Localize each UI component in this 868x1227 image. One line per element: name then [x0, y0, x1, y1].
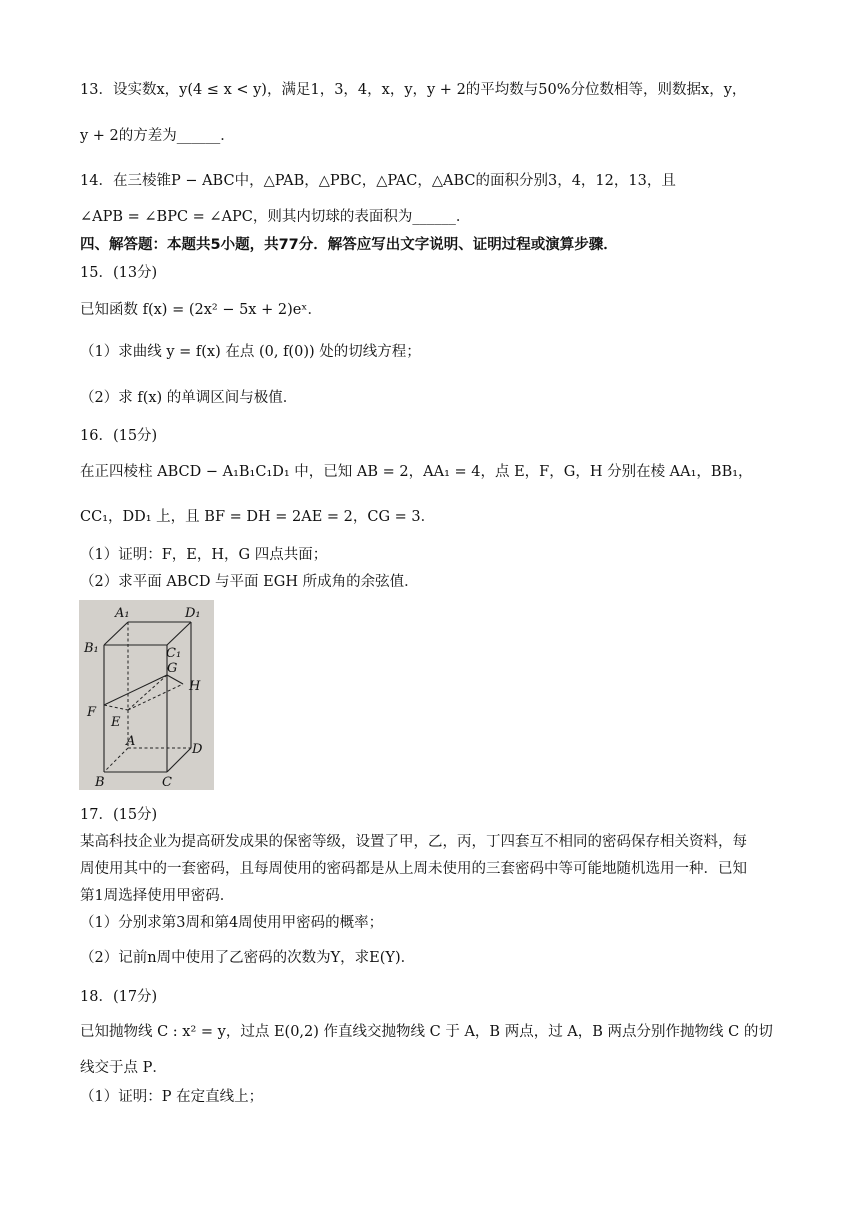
label-d1: D₁	[185, 606, 201, 621]
q14-line-2: ∠APB = ∠BPC = ∠APC，则其内切球的表面积为______．	[80, 209, 471, 225]
label-d: D	[192, 742, 203, 757]
label-c: C	[162, 775, 172, 790]
q17-stem-1: 某高科技企业为提高研发成果的保密等级，设置了甲，乙，丙，丁四套互不相同的密码保存相关资料，每	[80, 834, 747, 850]
q16-stem-1: 在正四棱柱 ABCD − A₁B₁C₁D₁ 中，已知 AB = 2，AA₁ = 4，点 E，F，G，H 分别在棱 AA₁，BB₁，	[80, 464, 753, 480]
q16-part-1: （1）证明：F，E，H，G 四点共面；	[80, 547, 328, 563]
label-b1: B₁	[84, 641, 99, 656]
label-f: F	[87, 705, 97, 720]
q15-part-2: （2）求 f(x) 的单调区间与极值．	[80, 390, 298, 406]
q17-part-2: （2）记前n周中使用了乙密码的次数为Y，求E(Y)．	[80, 950, 416, 966]
q16-stem-2: CC₁，DD₁ 上，且 BF = DH = 2AE = 2，CG = 3．	[80, 509, 436, 525]
q15-part-1: （1）求曲线 y = f(x) 在点 (0, f(0)) 处的切线方程；	[80, 344, 421, 360]
q15-stem: 已知函数 f(x) = (2x² − 5x + 2)eˣ．	[80, 302, 322, 318]
q18-stem-2: 线交于点 P．	[80, 1060, 167, 1076]
label-e: E	[111, 715, 121, 730]
q17-number: 17．(15分)	[80, 807, 158, 823]
label-a1: A₁	[115, 606, 130, 621]
figure-background	[79, 600, 214, 790]
prism-diagram	[79, 600, 214, 790]
q18-stem-1: 已知抛物线 C : x² = y，过点 E(0,2) 作直线交抛物线 C 于 A，B 两点，过 A，B 两点分别作抛物线 C 的切	[80, 1024, 773, 1040]
label-h: H	[189, 679, 201, 694]
label-a: A	[126, 734, 136, 749]
section-4-heading: 四、解答题：本题共5小题，共77分．解答应写出文字说明、证明过程或演算步骤．	[80, 237, 618, 253]
q14-line-1: 14．在三棱锥P − ABC中，△PAB，△PBC，△PAC，△ABC的面积分别3，4，12，13，且	[80, 173, 676, 189]
label-c1: C₁	[166, 646, 182, 661]
q17-part-1: （1）分别求第3周和第4周使用甲密码的概率；	[80, 915, 384, 931]
q13-line-2: y + 2的方差为______．	[80, 128, 235, 144]
label-b: B	[95, 775, 105, 790]
q17-stem-3: 第1周选择使用甲密码．	[80, 888, 235, 904]
q16-number: 16．(15分)	[80, 428, 158, 444]
prism-figure	[79, 600, 214, 790]
q18-part-1: （1）证明：P 在定直线上；	[80, 1089, 264, 1105]
q15-number: 15．(13分)	[80, 265, 158, 281]
q17-stem-2: 周使用其中的一套密码，且每周使用的密码都是从上周未使用的三套密码中等可能地随机选用一种．已知	[80, 861, 747, 877]
q18-number: 18．(17分)	[80, 989, 158, 1005]
label-g: G	[167, 661, 178, 676]
q13-line-1: 13．设实数x，y(4 ≤ x < y)，满足1，3，4，x，y，y + 2的平均数与50%分位数相等，则数据x，y，	[80, 82, 747, 98]
q16-part-2: （2）求平面 ABCD 与平面 EGH 所成角的余弦值．	[80, 574, 419, 590]
